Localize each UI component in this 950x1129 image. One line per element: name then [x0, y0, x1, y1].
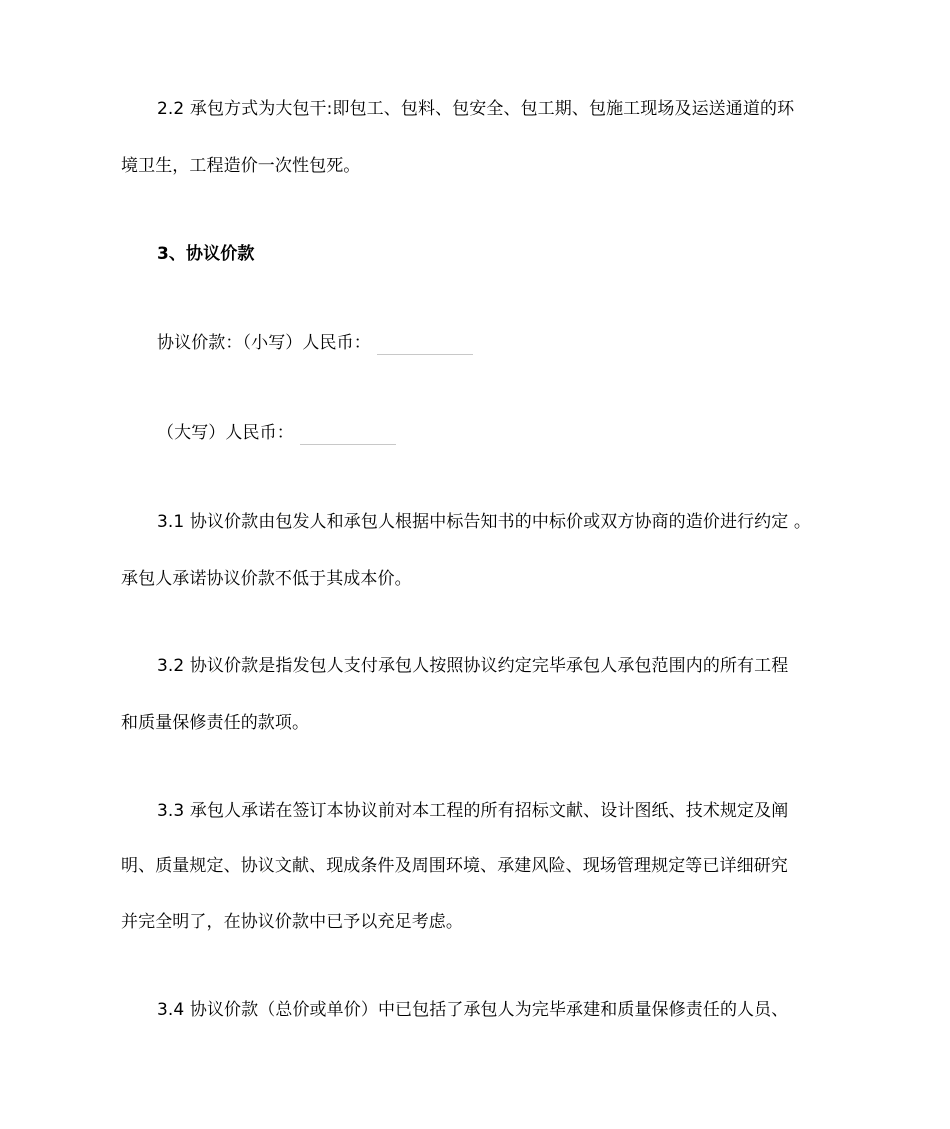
- price-large-row: [157, 421, 837, 445]
- clause-3-2-line-2: 和质量保修责任的款项。: [121, 713, 310, 733]
- clause-3-3-line-1: 3.3 承包人承诺在签订本协议前对本工程的所有招标文献、设计图纸、技术规定及阐: [157, 801, 789, 821]
- clause-3-3-line-2: 明、质量规定、协议文献、现成条件及周围环境、承建风险、现场管理规定等已详细研究: [121, 856, 788, 876]
- clause-3-4-line-1: 3.4 协议价款（总价或单价）中已包括了承包人为完毕承建和质量保修责任的人员、: [157, 1000, 789, 1020]
- price-small-row: [157, 331, 837, 355]
- section-3-heading: 3、协议价款: [157, 244, 255, 264]
- clause-3-2-line-1: 3.2 协议价款是指发包人支付承包人按照协议约定完毕承包人承包范围内的所有工程: [157, 656, 789, 676]
- clause-2-2-line-2: 境卫生，工程造价一次性包死。: [121, 156, 361, 176]
- clause-3-3-line-3: 并完全明了，在协议价款中已予以充足考虑。: [121, 912, 463, 932]
- clause-2-2-line-1: 2.2 承包方式为大包干:即包工、包料、包安全、包工期、包施工现场及运送通道的环: [157, 99, 795, 119]
- clause-3-1-line-2: 承包人承诺协议价款不低于其成本价。: [121, 569, 412, 589]
- price-small-label: 协议价款：（小写）人民币：: [157, 333, 371, 353]
- clause-3-1-line-1: 3.1 协议价款由包发人和承包人根据中标告知书的中标价或双方协商的造价进行约定 。: [157, 512, 811, 532]
- price-large-label: （大写）人民币：: [157, 423, 294, 443]
- price-large-blank: [300, 424, 396, 445]
- price-small-blank: [377, 334, 473, 355]
